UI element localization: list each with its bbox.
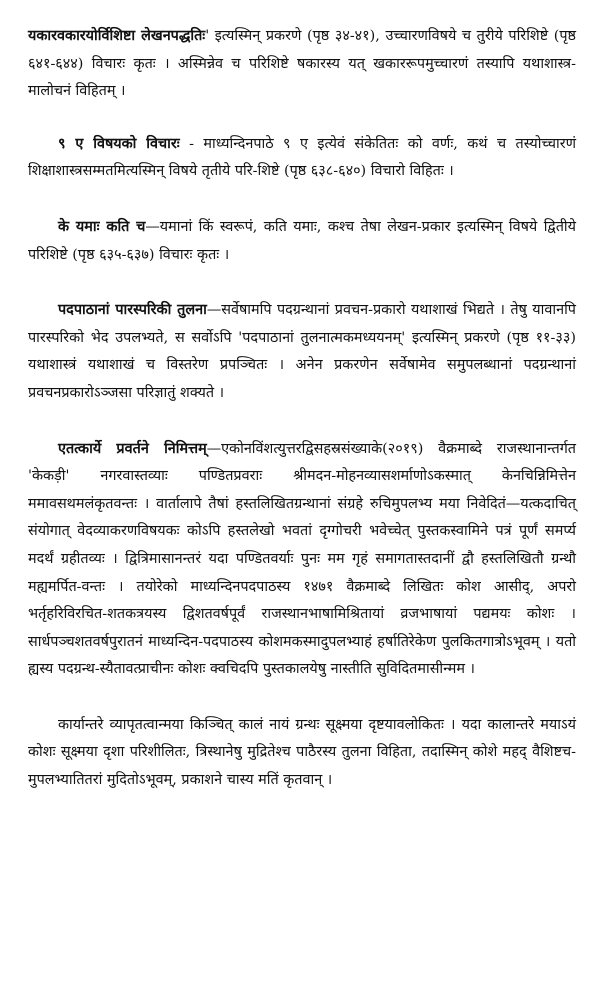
paragraph-heading: के यमाः कति च	[58, 217, 146, 235]
paragraph-examination	[28, 711, 576, 795]
paragraph-body: —एकोनविंशत्युत्तरद्विसहस्रसंख्याके(२०१९) वैक्रमाब्दे राजस्थानान्तर्गत 'केकड़ी' नगरवास्तव्याः पण्डितप्रवराः श्रीमदन-मोहनव्यासशर्माणोऽकस्मात् केनचिन्निमित्तेन ममावसथमलंकृतवन्तः । वार्तालापे तैषां हस्तलिखितग्रन्थानां संग्रहे रुचिमुपलभ्य मया निवेदितं—यत्कदाचित् संयोगात् वेदव्याकरणविषयकः कोऽपि हस्तलेखो भवतां दृग्गोचरी भवेच्चेत् पुस्तकस्वामिने पत्रं पूर्णं समर्प्य मदर्थं ग्रहीतव्यः । द्वित्रिमासानन्तरं यदा पण्डितवर्याः पुनः मम गृहं समागतास्तदानीं द्वौ हस्तलिखितौ ग्रन्थौ मह्यमर्पित-वन्तः । तयोरेको माध्यन्दिनपदपाठस्य १४७१ वैक्रमाब्दे लिखितः कोश आसीद्, अपरो भर्तृहरिविरचित-शतकत्रयस्य द्विशतवर्षपूर्वं राजस्थानभाषामिश्रितायां व्रजभाषायां पद्यमयः कोशः । सार्धपञ्चशतवर्षपुरातनं माध्यन्दिन-पदपाठस्य कोशमकस्मादुपलभ्याहं हर्षातिरेकेण पुलकितगात्रोऽभूवम् । यतो ह्यस्य पदग्रन्थ-स्यैतावत्प्राचीनः कोशः क्वचिदपि पुस्तकालयेषु नास्तीति सुविदितमासीन्मम ।	[28, 440, 576, 678]
paragraph-body: कार्यान्तरे व्यापृतत्वान्मया किञ्चित् कालं नायं ग्रन्थः सूक्ष्मया दृष्टयावलोकितः । यदा कालान्तरे मयाऽयं कोशः सूक्ष्मया दृशा परिशीलितः, त्रिस्थानेषु मुद्रितेश्च पाठैरस्य तुलना विहिता, तदास्मिन् कोशे महद् वैशिष्टच-मुपलभ्यातितरां मुदितोऽभूवम्, प्रकाशने चास्य मतिं कृतवान् ।	[28, 716, 576, 789]
paragraph-body: —यमानां किं स्वरूपं, कति यमाः, कश्च तेषा लेखन-प्रकार इत्यस्मिन् विषये द्वितीये परिशिष्टे (पृष्ठ ६३५-६३७) विचारः कृतः ।	[28, 218, 576, 263]
paragraph-motivation	[28, 435, 576, 684]
paragraph-heading: पदपाठानां पारस्परिकी तुलना	[58, 301, 207, 319]
paragraph-heading: ९ ए विषयको विचारः	[58, 134, 180, 152]
paragraph-heading: यकारवकारयोर्विशिष्टा लेखनपद्धतिः	[28, 27, 206, 44]
paragraph-body: —सर्वेषामपि पदग्रन्थानां प्रवचन-प्रकारो यथाशाखं भिद्यते । तेषु यावानपि पारस्परिको भेद उपलभ्यते, स सर्वोऽपि 'पदपाठानां तुलनात्मकमध्ययनम्' इत्यस्मिन् प्रकरणे (पृष्ठ ११-३३) यथाशास्त्रं यथाशाखं च विस्तरेण प्रपञ्चितः । अनेन प्रकरणेन सर्वेषामेव समुपलब्धानां पदग्रन्थानां प्रवचनप्रकारोऽञ्जसा परिज्ञातुं शक्यते ।	[28, 302, 576, 401]
paragraph-nine-e	[28, 130, 576, 186]
paragraph-padapatha-comparison	[28, 296, 576, 407]
paragraph-body: ' इत्यस्मिन् प्रकरणे (पृष्ठ ३४-४१), उच्चारणविषये च तुरीये परिशिष्टे (पृष्ठ ६४१-६४४) विचारः कृतः । अस्मिन्नेव च परिशिष्टे षकारस्य यत् खकाररूपमुच्चारणं तस्यापि यथाशास्त्र-मालोचनं विहितम् ।	[28, 28, 576, 100]
paragraph-body: - माध्यन्दिनपाठे ९ ए इत्येवं संकेतितः को वर्णः, कथं च तस्योच्चारणं शिक्षाशास्त्रसम्मतमित्यस्मिन् विषये तृतीये परि-शिष्टे (पृष्ठ ६३८-६४०) विचारो विहितः ।	[28, 135, 576, 180]
paragraph-ya-va-script	[28, 22, 576, 106]
paragraph-heading: एतत्कार्ये प्रवर्तने निमित्तम्	[58, 439, 207, 457]
paragraph-yamas	[28, 213, 576, 269]
